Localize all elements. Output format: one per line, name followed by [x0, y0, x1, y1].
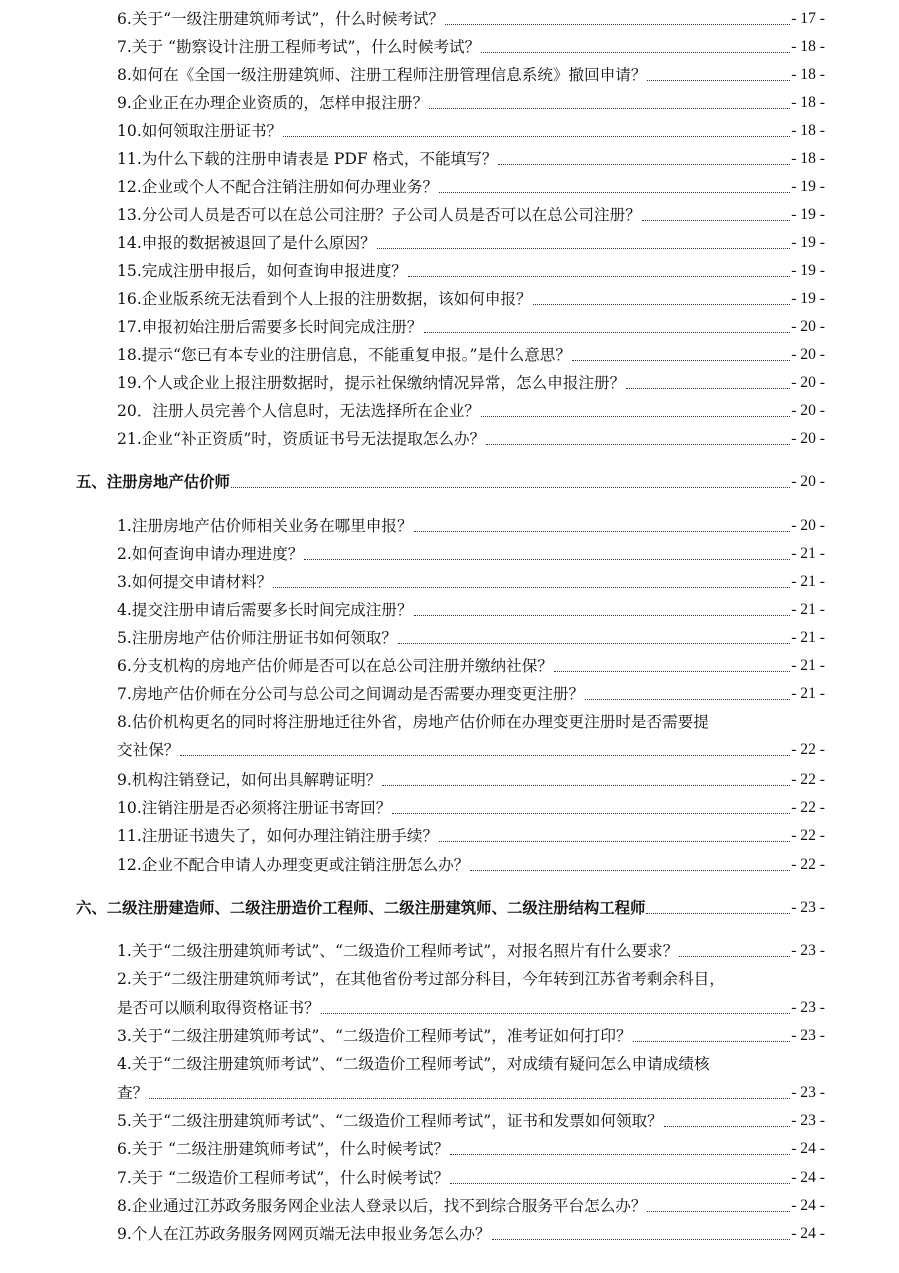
- toc-entry[interactable]: [117, 941, 825, 961]
- dot-leader: [414, 531, 791, 532]
- toc-entry-page: - 22 -: [791, 799, 825, 816]
- toc-entry-title: 1.注册房地产估价师相关业务在哪里申报？: [117, 517, 413, 535]
- dot-leader: [392, 813, 790, 814]
- toc-entry-title: 9.企业正在办理企业资质的，怎样申报注册？: [117, 94, 429, 112]
- toc-entry-title: 17.申报初始注册后需要多长时间完成注册？: [117, 318, 423, 336]
- dot-leader: [481, 416, 790, 417]
- dot-leader: [414, 615, 791, 616]
- dot-leader: [679, 956, 790, 957]
- toc-entry[interactable]: [117, 429, 825, 449]
- toc-entry-title: 19.个人或企业上报注册数据时，提示社保缴纳情况异常，怎么申报注册？: [117, 374, 626, 392]
- toc-entry-page: - 20 -: [791, 374, 825, 391]
- toc-entry-title-line1[interactable]: 2.关于“二级注册建筑师考试”，在其他省份考过部分科目，今年转到江苏省考剩余科目，: [117, 970, 725, 988]
- toc-entry-page: - 24 -: [791, 1140, 825, 1157]
- toc-entry-page: - 20 -: [791, 402, 825, 419]
- toc-section-title: 六、二级注册建造师、二级注册造价工程师、二级注册建筑师、二级注册结构工程师: [76, 899, 646, 917]
- toc-entry-title: 16.企业版系统无法看到个人上报的注册数据，该如何申报？: [117, 290, 532, 308]
- toc-entry-title: 6.分支机构的房地产估价师是否可以在总公司注册并缴纳社保？: [117, 657, 553, 675]
- toc-entry-page: - 20 -: [791, 430, 825, 447]
- toc-entry[interactable]: [117, 855, 825, 875]
- toc-entry[interactable]: [117, 233, 825, 253]
- toc-entry-title: 3.如何提交申请材料？: [117, 573, 273, 591]
- toc-entry-page: - 22 -: [791, 856, 825, 873]
- dot-leader: [283, 136, 790, 137]
- toc-entry[interactable]: [117, 628, 825, 648]
- dot-leader: [231, 487, 790, 488]
- toc-entry-page: - 23 -: [791, 1027, 825, 1044]
- toc-entry-continuation[interactable]: [117, 1083, 825, 1103]
- toc-section-page: - 23 -: [791, 899, 825, 916]
- toc-entry-title: 12.企业或个人不配合注销注册如何办理业务？: [117, 178, 439, 196]
- toc-entry-page: - 21 -: [791, 657, 825, 674]
- toc-entry[interactable]: [117, 373, 825, 393]
- dot-leader: [642, 220, 790, 221]
- toc-entry-page: - 17 -: [791, 10, 825, 27]
- toc-entry[interactable]: [117, 177, 825, 197]
- toc-entry-page: - 24 -: [791, 1197, 825, 1214]
- toc-entry-title: 11.注册证书遗失了，如何办理注销注册手续？: [117, 827, 439, 845]
- toc-entry-page: - 21 -: [791, 573, 825, 590]
- toc-entry[interactable]: [117, 121, 825, 141]
- toc-entry-page: - 20 -: [791, 517, 825, 534]
- toc-entry-page: - 19 -: [791, 206, 825, 223]
- dot-leader: [424, 332, 791, 333]
- toc-entry[interactable]: [117, 1196, 825, 1216]
- toc-entry-title: 14.申报的数据被退回了是什么原因？: [117, 234, 376, 252]
- dot-leader: [321, 1013, 790, 1014]
- dot-leader: [304, 559, 790, 560]
- toc-entry[interactable]: [117, 401, 825, 421]
- toc-entry[interactable]: [117, 289, 825, 309]
- dot-leader: [554, 671, 790, 672]
- toc-entry-page: - 20 -: [791, 318, 825, 335]
- toc-entry-title: 10.注销注册是否必须将注册证书寄回？: [117, 799, 392, 817]
- dot-leader: [180, 755, 790, 756]
- toc-entry-page: - 23 -: [791, 1084, 825, 1101]
- toc-entry-page: - 21 -: [791, 601, 825, 618]
- toc-entry-page: - 19 -: [791, 290, 825, 307]
- toc-entry[interactable]: [117, 684, 825, 704]
- dot-leader: [439, 192, 790, 193]
- toc-entry-page: - 19 -: [791, 262, 825, 279]
- toc-entry[interactable]: [117, 1168, 825, 1188]
- toc-entry-title: 7.关于 “勘察设计注册工程师考试”，什么时候考试？: [117, 38, 481, 56]
- dot-leader: [408, 276, 790, 277]
- dot-leader: [382, 785, 790, 786]
- toc-entry-title: 20．注册人员完善个人信息时，无法选择所在企业？: [117, 402, 480, 420]
- toc-entry-title-line2: 查？: [117, 1084, 149, 1102]
- toc-entry-title: 2.如何查询申请办理进度？: [117, 545, 304, 563]
- dot-leader: [626, 388, 790, 389]
- dot-leader: [439, 841, 790, 842]
- dot-leader: [585, 699, 790, 700]
- dot-leader: [429, 108, 790, 109]
- toc-entry-title: 7.房地产估价师在分公司与总公司之间调动是否需要办理变更注册？: [117, 685, 585, 703]
- toc-entry-title: 5.注册房地产估价师注册证书如何领取？: [117, 629, 397, 647]
- toc-entry[interactable]: [117, 93, 825, 113]
- toc-entry-page: - 24 -: [791, 1225, 825, 1242]
- toc-entry[interactable]: [117, 572, 825, 592]
- toc-entry-title: 3.关于“二级注册建筑师考试”、“二级造价工程师考试”，准考证如何打印？: [117, 1027, 632, 1045]
- toc-entry-title-line1[interactable]: 8.估价机构更名的同时将注册地迁往外省，房地产估价师在办理变更注册时是否需要提: [117, 713, 709, 731]
- dot-leader: [450, 1183, 790, 1184]
- toc-entry-title: 18.提示“您已有本专业的注册信息，不能重复申报。”是什么意思？: [117, 346, 571, 364]
- dot-leader: [149, 1098, 790, 1099]
- toc-entry-title: 7.关于 “二级造价工程师考试”，什么时候考试？: [117, 1169, 450, 1187]
- dot-leader: [533, 304, 791, 305]
- toc-entry-page: - 22 -: [791, 771, 825, 788]
- toc-section-heading[interactable]: [76, 898, 825, 918]
- dot-leader: [646, 913, 790, 914]
- dot-leader: [647, 80, 790, 81]
- dot-leader: [572, 360, 790, 361]
- toc-entry-page: - 23 -: [791, 1112, 825, 1129]
- toc-entry[interactable]: [117, 1139, 825, 1159]
- dot-leader: [647, 1211, 790, 1212]
- toc-entry[interactable]: [117, 37, 825, 57]
- toc-entry-title-line2: 是否可以顺利取得资格证书？: [117, 999, 320, 1017]
- toc-entry[interactable]: [117, 770, 825, 790]
- toc-entry[interactable]: [117, 205, 825, 225]
- toc-entry-title: 10.如何领取注册证书？: [117, 122, 283, 140]
- toc-entry-continuation[interactable]: [117, 740, 825, 760]
- dot-leader: [633, 1041, 791, 1042]
- toc-entry-page: - 18 -: [791, 66, 825, 83]
- toc-entry-title: 6.关于“一级注册建筑师考试”，什么时候考试？: [117, 10, 445, 28]
- toc-entry[interactable]: [117, 826, 825, 846]
- toc-entry[interactable]: [117, 261, 825, 281]
- toc-entry-page: - 18 -: [791, 38, 825, 55]
- toc-entry-title: 8.如何在《全国一级注册建筑师、注册工程师注册管理信息系统》撤回申请？: [117, 66, 647, 84]
- dot-leader: [450, 1154, 790, 1155]
- toc-entry-title-line2: 交社保？: [117, 741, 180, 759]
- toc-entry-page: - 23 -: [791, 942, 825, 959]
- toc-entry[interactable]: [117, 544, 825, 564]
- toc-entry[interactable]: [117, 516, 825, 536]
- toc-entry-page: - 21 -: [791, 685, 825, 702]
- dot-leader: [664, 1126, 790, 1127]
- dot-leader: [445, 24, 790, 25]
- toc-entry[interactable]: [117, 798, 825, 818]
- toc-entry[interactable]: [117, 1111, 825, 1131]
- toc-entry-title: 4.提交注册申请后需要多长时间完成注册？: [117, 601, 413, 619]
- toc-entry-page: - 22 -: [791, 827, 825, 844]
- toc-entry[interactable]: [117, 149, 825, 169]
- toc-entry[interactable]: [117, 317, 825, 337]
- toc-entry[interactable]: [117, 600, 825, 620]
- toc-section-page: - 20 -: [791, 473, 825, 490]
- toc-entry[interactable]: [117, 9, 825, 29]
- toc-entry-title: 15.完成注册申报后，如何查询申报进度？: [117, 262, 407, 280]
- dot-leader: [470, 870, 790, 871]
- dot-leader: [498, 164, 790, 165]
- toc-entry-title: 6.关于 “二级注册建筑师考试”，什么时候考试？: [117, 1140, 450, 1158]
- dot-leader: [486, 444, 790, 445]
- toc-entry[interactable]: [117, 65, 825, 85]
- toc-entry-page: - 18 -: [791, 122, 825, 139]
- toc-entry-page: - 21 -: [791, 545, 825, 562]
- toc-entry-title-line1[interactable]: 4.关于“二级注册建筑师考试”、“二级造价工程师考试”，对成绩有疑问怎么申请成绩核: [117, 1055, 710, 1073]
- toc-entry-page: - 22 -: [791, 741, 825, 758]
- dot-leader: [273, 587, 790, 588]
- toc-entry[interactable]: [117, 345, 825, 365]
- toc-entry-title: 11.为什么下载的注册申请表是 PDF 格式，不能填写？: [117, 150, 498, 168]
- toc-entry-title: 9.机构注销登记，如何出具解聘证明？: [117, 771, 382, 789]
- toc-entry[interactable]: [117, 1224, 825, 1244]
- toc-entry-page: - 18 -: [791, 94, 825, 111]
- toc-entry-page: - 24 -: [791, 1169, 825, 1186]
- toc-entry-page: - 23 -: [791, 999, 825, 1016]
- toc-section-title: 五、注册房地产估价师: [76, 473, 230, 491]
- toc-entry-title: 8.企业通过江苏政务服务网企业法人登录以后，找不到综合服务平台怎么办？: [117, 1197, 647, 1215]
- dot-leader: [492, 1239, 791, 1240]
- toc-entry-page: - 19 -: [791, 178, 825, 195]
- dot-leader: [398, 643, 790, 644]
- toc-entry-title: 12.企业不配合申请人办理变更或注销注册怎么办？: [117, 856, 470, 874]
- toc-entry-title: 5.关于“二级注册建筑师考试”、“二级造价工程师考试”，证书和发票如何领取？: [117, 1112, 663, 1130]
- toc-section-heading[interactable]: [76, 472, 825, 492]
- toc-entry[interactable]: [117, 656, 825, 676]
- toc-entry-title: 21.企业“补正资质”时，资质证书号无法提取怎么办？: [117, 430, 486, 448]
- toc-entry-page: - 18 -: [791, 150, 825, 167]
- toc-entry-title: 13.分公司人员是否可以在总公司注册？子公司人员是否可以在总公司注册？: [117, 206, 641, 224]
- toc-entry-page: - 20 -: [791, 346, 825, 363]
- toc-entry-continuation[interactable]: [117, 998, 825, 1018]
- toc-entry-title: 9.个人在江苏政务服务网网页端无法申报业务怎么办？: [117, 1225, 491, 1243]
- toc-entry-page: - 21 -: [791, 629, 825, 646]
- toc-entry[interactable]: [117, 1026, 825, 1046]
- toc-entry-title: 1.关于“二级注册建筑师考试”、“二级造价工程师考试”，对报名照片有什么要求？: [117, 942, 679, 960]
- dot-leader: [377, 248, 791, 249]
- toc-entry-page: - 19 -: [791, 234, 825, 251]
- dot-leader: [481, 52, 790, 53]
